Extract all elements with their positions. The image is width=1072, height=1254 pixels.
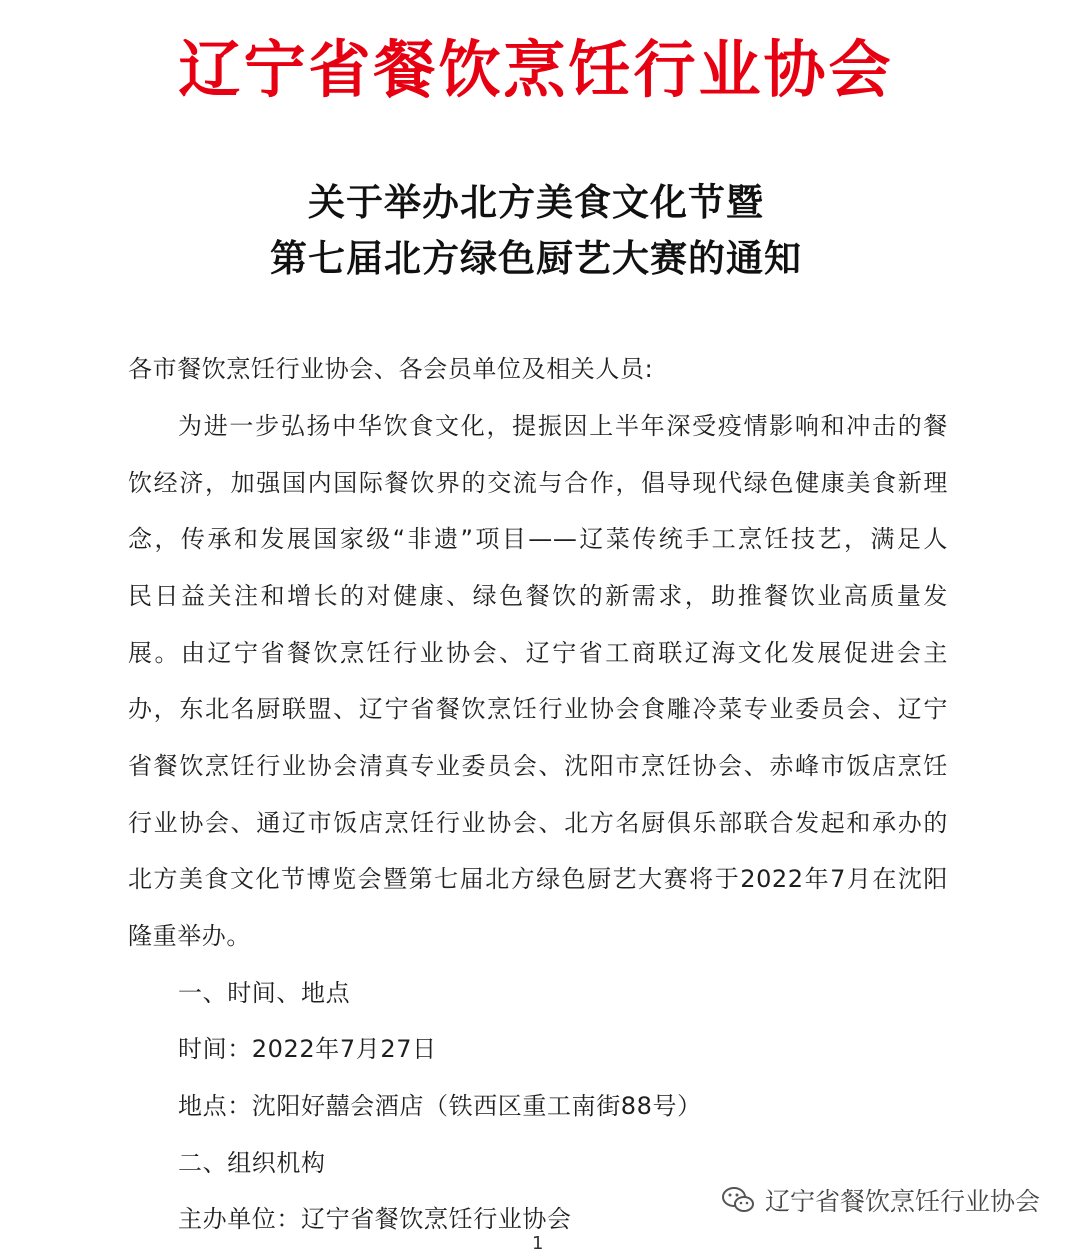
page-number: 1 bbox=[532, 1233, 544, 1254]
paragraph-line: 展。由辽宁省餐饮烹饪行业协会、辽宁省工商联辽海文化发展促进会主 bbox=[128, 639, 948, 667]
event-place: 地点：沈阳好囍会酒店（铁西区重工南街88号） bbox=[178, 1092, 702, 1120]
section-heading-organization: 二、组织机构 bbox=[178, 1149, 326, 1177]
paragraph-line: 隆重举办。 bbox=[128, 922, 251, 950]
section-heading-time-place: 一、时间、地点 bbox=[178, 979, 351, 1007]
host-organization: 主办单位：辽宁省餐饮烹饪行业协会 bbox=[178, 1205, 572, 1233]
paragraph-line: 省餐饮烹饪行业协会清真专业委员会、沈阳市烹饪协会、赤峰市饭店烹饪 bbox=[128, 752, 948, 780]
wechat-watermark bbox=[721, 1182, 1040, 1218]
document-title-line-1: 关于举办北方美食文化节暨 bbox=[308, 181, 764, 224]
watermark-text: 辽宁省餐饮烹饪行业协会 bbox=[764, 1187, 1040, 1216]
paragraph-line: 北方美食文化节博览会暨第七届北方绿色厨艺大赛将于2022年7月在沈阳 bbox=[128, 865, 948, 893]
paragraph-line: 民日益关注和增长的对健康、绿色餐饮的新需求，助推餐饮业高质量发 bbox=[128, 582, 948, 610]
salutation: 各市餐饮烹饪行业协会、各会员单位及相关人员: bbox=[128, 355, 654, 383]
document-title-line-2: 第七届北方绿色厨艺大赛的通知 bbox=[270, 237, 802, 280]
paragraph-line: 行业协会、通辽市饭店烹饪行业协会、北方名厨俱乐部联合发起和承办的 bbox=[128, 809, 948, 837]
paragraph-line: 念，传承和发展国家级“非遗”项目——辽菜传统手工烹饪技艺，满足人 bbox=[128, 525, 948, 553]
wechat-icon bbox=[721, 1185, 755, 1215]
paragraph-line: 办，东北名厨联盟、辽宁省餐饮烹饪行业协会食雕冷菜专业委员会、辽宁 bbox=[128, 695, 948, 723]
paragraph-line: 为进一步弘扬中华饮食文化，提振因上半年深受疫情影响和冲击的餐 bbox=[178, 412, 948, 440]
event-time: 时间：2022年7月27日 bbox=[178, 1035, 437, 1063]
paragraph-line: 饮经济，加强国内国际餐饮界的交流与合作，倡导现代绿色健康美食新理 bbox=[128, 469, 948, 497]
letterhead: 辽宁省餐饮烹饪行业协会 bbox=[178, 33, 894, 106]
